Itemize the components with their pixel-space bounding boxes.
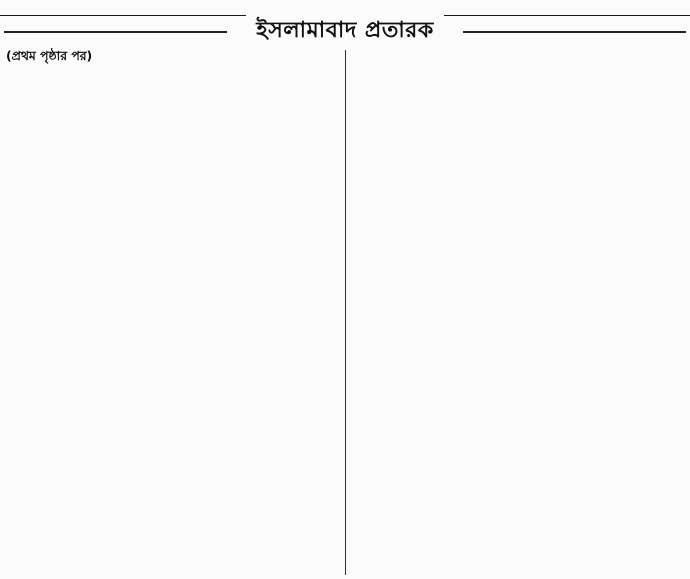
article-body	[6, 48, 684, 575]
paragraph	[6, 48, 337, 65]
article-headline: ইসলামাবাদ প্রতারক	[246, 13, 444, 50]
continued-marker: (প্রথম পৃষ্ঠার পর)	[6, 48, 93, 63]
article-column-left	[6, 48, 346, 575]
headline-bar	[0, 16, 690, 46]
article-column-right	[346, 48, 685, 575]
